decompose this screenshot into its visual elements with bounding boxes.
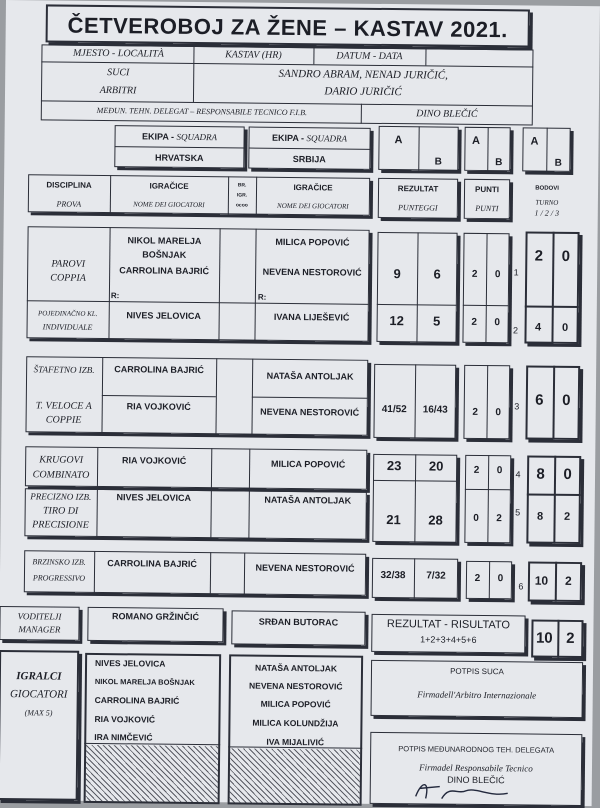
- team-b-name: SRBIJA: [292, 154, 326, 165]
- player-b-3: MILICA POPOVIĆ: [260, 698, 331, 710]
- player-b-5: IVA MIJALIVIĆ: [266, 736, 325, 748]
- page-title: ČETVEROBOJ ZA ŽENE – KASTAV 2021.: [67, 12, 509, 43]
- delegat-label: MEĐUN. TEHN. DELEGAT – RESPONSABILE TECNICO F.I.B.: [96, 105, 308, 118]
- mjesto-value: KASTAV (HR): [225, 49, 282, 61]
- suci-names-line2: DARIO JURIČIĆ: [324, 85, 402, 99]
- team-a-name: HRVATSKA: [155, 152, 204, 164]
- datum-label: DATUM - DATA: [336, 50, 403, 63]
- disciplina-label: DISCIPLINA: [46, 180, 92, 190]
- player-a-3: CARROLINA BAJRIĆ: [94, 694, 180, 706]
- ekipa-label-a: EKIPA - SQUADRA: [142, 131, 218, 143]
- hatched-area-b: [230, 748, 361, 803]
- score-sheet: ČETVEROBOJ ZA ŽENE – KASTAV 2021. MJESTO - LOCALITÀ KASTAV (HR) DATUM - DATA SUCI ARBITRI SANDRO ABRAM, NENAD JURIČIĆ, DARIO JURIČIĆ MEĐUN. TEHN. DELEGAT – RESPONSABILE TECNICO F.I.B. DINO BLEČIĆ EKIPA - SQUADRA HRVATSKA EKIPA - SQUADRA SRBIJA A B A B A B DISCIPLINA PROVA IGRAČICE NOME DEI GIOCATORI BR. IGR. ocoo IGRAČICE NOME DEI GIOCATORI REZULTAT PUNTEGGI PUNTI PUNTI BODOVI TURNO 1 / 2 / 3 PAROVI COPPIA NIKOL MARELJA BOŠNJAK CARROLINA BAJRIĆ R: MILICA POPOVIĆ NEVENA NESTOROVIĆ R: POJEDINAČNO KL. INDIVIDUALE NIVES JELOVICA IVANA LIJEŠEVIĆ 9 6 12 5 2 0 2 0 1 2 2 0 4 0 ŠTAFETNO IZB. T. VELOCE A COPPIE CARROLINA BAJRIĆ RIA VOJKOVIĆ NATAŠA ANTOLJAK NEVENA NESTOROVIĆ 41/52 16/43 2 0 3 6 0 KRUGOVI COMBINATO RIA VOJKOVIĆ MILICA POPOVIĆ PRECIZNO IZB. TIRO DI PRECISIONE NIVES JELOVICA NATAŠA ANTOLJAK 23 20 21 28 2 0 0 2 4 5 8 0 8 2 BRZINSKO IZB. PROGRESSIVO CARROLINA BAJRIĆ NEVENA NESTOROVIĆ 32/38 7/32 2 0 6 10 2 VODITELJI MANAGER ROMANO GRŽINČIĆ SRĐAN BUTORAC REZULTAT - RISULTATO 1+2+3+4+5+6 10 2 IGRALCI GIOCATORI (MAX 5) NIVES JELOVICA NIKOL MARELJA BOŠNJAK CARROLINA BAJRIĆ RIA VOJKOVIĆ IRA NIMČEVIĆ NATAŠA ANTOLJAK NEVENA NESTOROVIĆ MILICA POPOVIĆ MILICA KOLUNDŽIJA IVA MIJALIVIĆ POTPIS SUCA Firmadell'Arbitro Internazionale POTPIS MEĐUNARODNOG TEH. DELEGATA Firmadel Responsabile Tecnico DINO BLEČIĆ: [0, 0, 600, 806]
- handwritten-signature: [410, 776, 520, 805]
- mjesto-label: MJESTO - LOCALITÀ: [72, 47, 164, 60]
- arbitri-label: ARBITRI: [99, 84, 137, 97]
- hatched-area-a: [86, 745, 219, 802]
- result-formula: 1+2+3+4+5+6: [420, 634, 477, 645]
- player-a-1: NIVES JELOVICA: [95, 657, 166, 669]
- suci-label: SUCI: [107, 67, 130, 79]
- player-b-4: MILICA KOLUNDŽIJA: [252, 717, 339, 729]
- player-b-1: NATAŠA ANTOLJAK: [254, 662, 338, 674]
- title-box: [46, 4, 530, 47]
- player-a-5: IRA NIMČEVIĆ: [94, 731, 153, 743]
- player-a-4: RIA VOJKOVIĆ: [94, 713, 156, 725]
- manager-a: ROMANO GRŽINČIĆ: [112, 611, 200, 623]
- prova-label: PROVA: [56, 199, 82, 209]
- result-a: 10: [535, 629, 553, 647]
- suci-names-line1: SANDRO ABRAM, NENAD JURIČIĆ,: [278, 67, 448, 82]
- delegat-value: DINO BLEČIĆ: [416, 108, 478, 120]
- player-b-2: NEVENA NESTOROVIĆ: [249, 680, 343, 692]
- player-a-2: NIKOL MARELJA BOŠNJAK: [94, 676, 195, 688]
- ekipa-label-b: EKIPA - SQUADRA: [272, 132, 348, 144]
- bodovi-label: BODOVI: [535, 185, 559, 192]
- manager-b: SRĐAN BUTORAC: [258, 616, 339, 628]
- result-label: REZULTAT - RISULTATO: [386, 618, 511, 632]
- result-b: 2: [566, 629, 575, 647]
